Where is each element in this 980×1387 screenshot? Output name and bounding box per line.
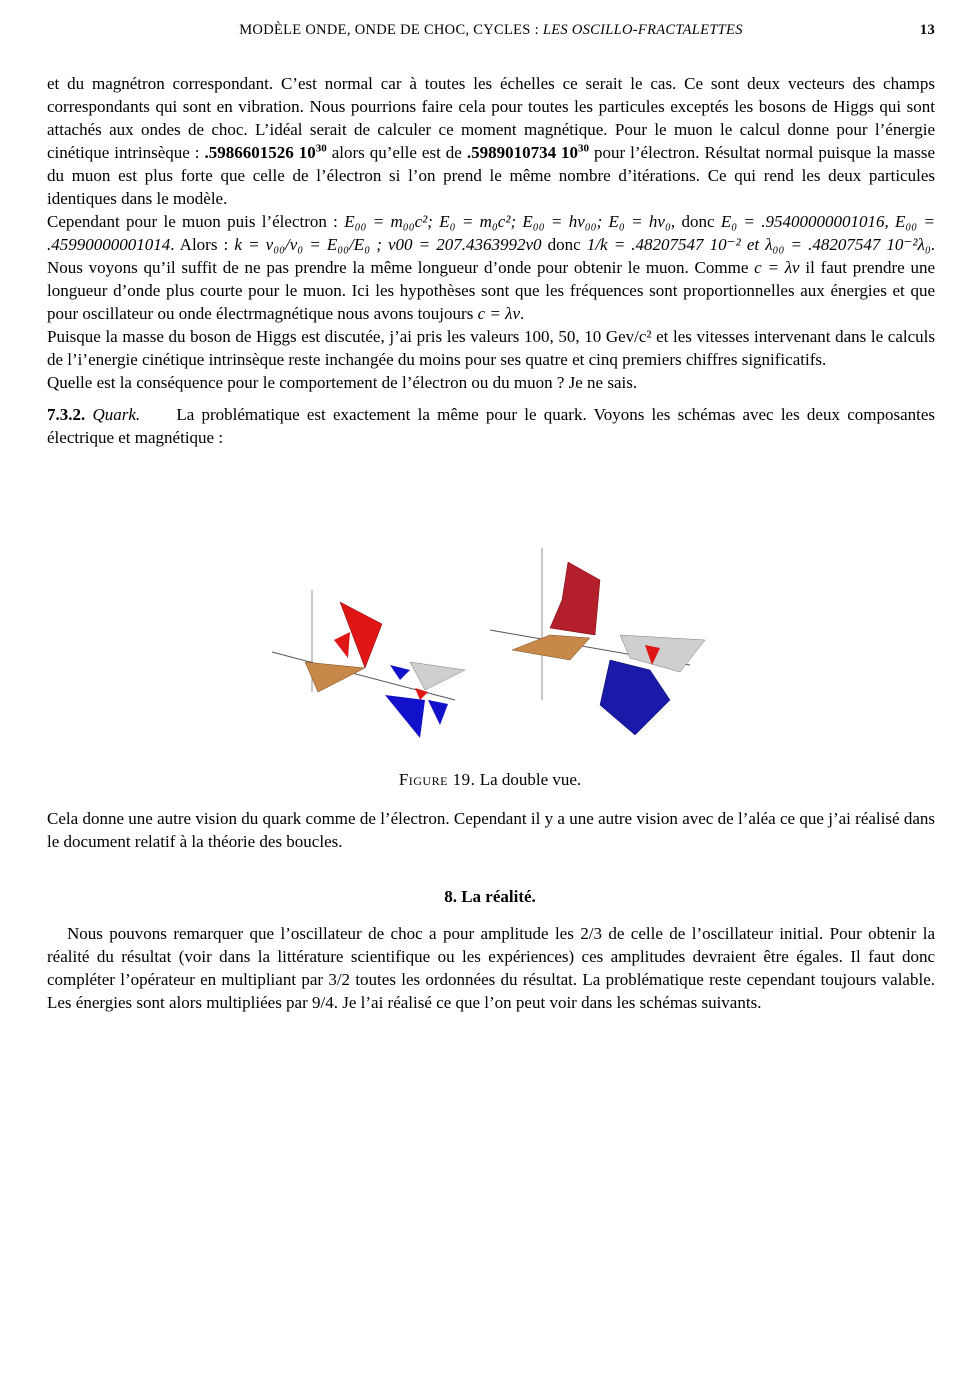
paragraph: Puisque la masse du boson de Higgs est discutée, j’ai pris les valeurs 100, 50, 10 Gev/c² et les vitesses intervenant dans le calculs de l’i’energie cinétique intrinsèque reste inchangée du moins pour ses quatre et cinq premiers chiffres significatifs. <box>47 327 935 369</box>
subsection-title: Quark. <box>92 405 141 424</box>
figure-double-view <box>250 540 730 750</box>
equation: E₀ = .95400000001016, E₀₀ = .45990000001014 <box>47 212 935 254</box>
tan-lattice <box>512 635 590 660</box>
right-view <box>490 548 705 735</box>
equation: E₀₀ = m₀₀c²; E₀ = m₀c²; E₀₀ = hν₀₀; E₀ = hν₀ <box>344 212 671 231</box>
muon-energy-value: .5986601526 $10^{30}$ <box>204 142 327 162</box>
left-view <box>272 590 465 738</box>
blue-triangle <box>428 700 448 725</box>
red-triangle <box>334 632 350 658</box>
section-text: Nous pouvons remarquer que l’oscillateur de choc a pour amplitude les 2/3 de celle de l’oscillateur initial. Pour obtenir la réalité du résultat (voir dans la littérature scientifique ou les expériences) ces amplitudes devraient être égales. Il faut donc compléter l’opérateur en multipliant par 3/2 toutes les ordonnées du résultat. La problématique reste cependant toujours valable. Les énergies sont alors multipliées par 9/4. Je l’ai réalisé ce que l’on peut voir dans les schémas suivants. <box>47 924 935 1012</box>
figure-label: Figure 19. <box>398 770 476 789</box>
equation: c = λν <box>477 304 520 323</box>
running-title: MODÈLE ONDE, ONDE DE CHOC, CYCLES : LES OSCILLO-FRACTALETTES <box>239 22 743 38</box>
red-lattice <box>550 562 600 635</box>
paragraph: Quelle est la conséquence pour le comportement de l’électron ou du muon ? Je ne sais. <box>47 373 638 392</box>
equation: c = λν <box>754 258 800 277</box>
tan-triangle <box>305 662 365 692</box>
gray-triangle <box>410 662 465 690</box>
after-figure-text: Cela donne une autre vision du quark comme de l’électron. Cependant il y a une autre vision avec de l’aléa ce que j’ai réalisé dans le document relatif à la théorie des boucles. <box>47 809 935 851</box>
section-title: 8. La réalité. <box>444 887 536 906</box>
subsection-number: 7.3.2. <box>47 405 86 424</box>
electron-energy-value: .5989010734 $10^{30}$ <box>466 142 590 162</box>
red-triangle <box>415 688 428 700</box>
blue-triangle <box>385 695 425 738</box>
page-number: 13 <box>919 22 935 38</box>
equation: k = ν₀₀/ν₀ = E₀₀/E₀ ; ν00 = 207.4363992ν0 <box>234 235 542 254</box>
figure-caption: Figure 19. La double vue. <box>398 770 582 789</box>
blue-triangle <box>390 665 410 680</box>
equation: 1/k = .48207547 10⁻² et λ₀₀ = .48207547 10⁻²λ₀ <box>586 235 931 254</box>
page-header <box>47 22 935 42</box>
body-text: et du magnétron correspondant. C’est normal car à toutes les échelles ce serait le cas. Ce sont deux vecteurs des champs correspondants qui sont en vibration. Nous pourrions faire cela pour toutes les particules exceptés les bosons de Higgs qui sont attachés aux ondes de choc. L’idéal serait de calculer ce moment magnétique. Pour le muon le calcul donne pour l’énergie cinétique intrinsèque : .5986601526 $10^{30}$ alors qu’elle est de .5989010734 $10^{30}$ pour l’électron. Résultat normal puisque la masse du muon est plus forte que celle de l’électron si l’on prend le même nombre d’itérations. Ce qui rend les deux particules identiques dans le modèle. Cependant pour le muon puis l’électron : E₀₀ = m₀₀c²; E₀ = m₀c²; E₀₀ = hν₀₀; E₀ = hν₀, donc E₀ = .95400000001016, E₀₀ = .45990000001014. Alors : k = ν₀₀/ν₀ = E₀₀/E₀ ; ν00 = 207.4363992ν0 donc 1/k = .48207547 10⁻² et λ₀₀ = .48207547 10⁻²λ₀. Nous voyons qu’il suffit de ne pas prendre la même longueur d’onde pour obtenir le muon. Comme c = λν il faut prendre une longueur d’onde plus courte pour le muon. Ici les hypothèses sont que les fréquences sont proportionnelles aux énergies et que pour oscillateur ou onde électrmagnétique nous avons toujours c = λν. Puisque la masse du boson de Higgs est discutée, j’ai pris les valeurs 100, 50, 10 Gev/c² et les vitesses intervenant dans le calculs de l’i’energie cinétique intrinsèque reste inchangée du moins pour ses quatre et cinq premiers chiffres significatifs. Quelle est la conséquence pour le comportement de l’électron ou du muon ? Je ne sais. 7.3.2. Quark. La problématique est exactement la même pour le quark. Voyons les schémas avec les deux composantes électrique et magnétique : <box>47 74 936 447</box>
subsection: 7.3.2. Quark. La problématique est exactement la même pour le quark. Voyons les schémas avec les deux composantes électrique et magnétique : <box>47 405 936 447</box>
blue-lattice <box>600 660 670 735</box>
